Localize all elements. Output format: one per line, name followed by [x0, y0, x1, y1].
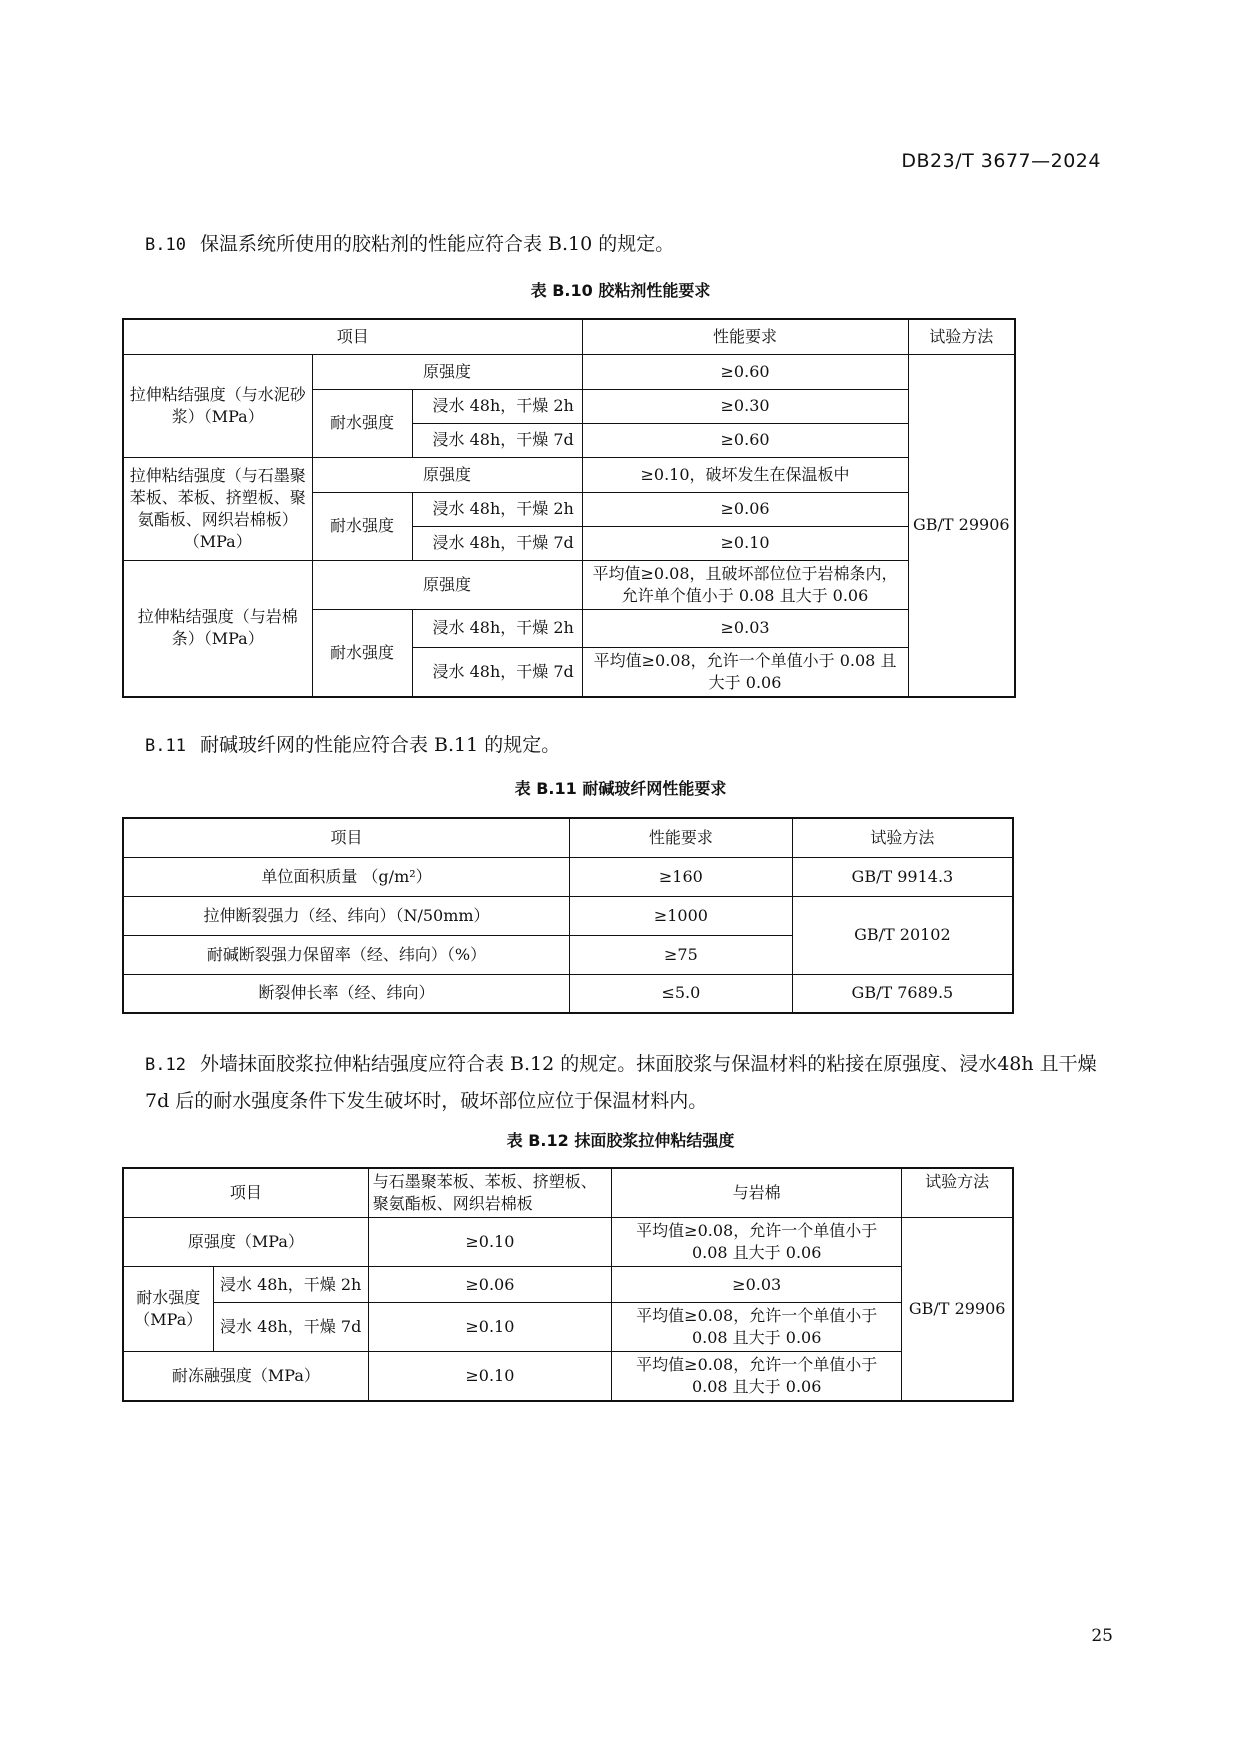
- document-code: DB23/T 3677—2024: [901, 150, 1101, 172]
- group-label: 拉伸粘结强度（与岩棉条）（MPa）: [123, 560, 312, 697]
- method-cell: GB/T 20102: [792, 896, 1013, 974]
- clause-b11: [145, 727, 1115, 764]
- method-cell: GB/T 29906: [902, 1218, 1013, 1402]
- header-item: 项目: [123, 818, 570, 857]
- table-b12: [122, 1167, 1014, 1402]
- table-caption-b11: 表 B.11 耐碱玻纤网性能要求: [514, 779, 727, 798]
- row-label: 浸水 48h，干燥 2h: [412, 609, 582, 647]
- method-cell: GB/T 9914.3: [792, 857, 1013, 896]
- clause-b12: [145, 1046, 1115, 1119]
- header-method: 试验方法: [902, 1168, 1013, 1218]
- row-label: 耐冻融强度（MPa）: [123, 1352, 368, 1402]
- group-label: 拉伸粘结强度（与水泥砂浆）（MPa）: [123, 354, 312, 457]
- cell-value: 平均值≥0.08，允许一个单值小于 0.08 且大于 0.06: [612, 1352, 902, 1402]
- cell-value: ≥0.60: [582, 423, 908, 457]
- cell-value: ≥0.03: [582, 609, 908, 647]
- row-label: 浸水 48h，干燥 2h: [213, 1267, 368, 1303]
- method-cell: GB/T 7689.5: [792, 974, 1013, 1013]
- cell-value: ≥0.10: [368, 1352, 611, 1402]
- row-label: 耐碱断裂强力保留率（经、纬向）（%）: [123, 935, 570, 974]
- table-b10: [122, 318, 1016, 698]
- header-item: 项目: [123, 319, 582, 354]
- header-col-rockwool: 与岩棉: [612, 1168, 902, 1218]
- row-label: 浸水 48h，干燥 2h: [412, 389, 582, 423]
- method-cell: GB/T 29906: [908, 354, 1015, 697]
- row-label: 原强度: [312, 354, 582, 389]
- cell-value: 平均值≥0.08，允许一个单值小于 0.08 且大于 0.06: [612, 1303, 902, 1352]
- cell-value: ≥0.03: [612, 1267, 902, 1303]
- row-label: 浸水 48h，干燥 2h: [412, 492, 582, 526]
- group-label: 拉伸粘结强度（与石墨聚苯板、苯板、挤塑板、聚氨酯板、网织岩棉板）（MPa）: [123, 457, 312, 560]
- row-label: 浸水 48h，干燥 7d: [412, 647, 582, 697]
- clause-number: B.10: [145, 235, 186, 255]
- cell-value: ≥0.30: [582, 389, 908, 423]
- row-label: 单位面积质量 （g/m²）: [123, 857, 570, 896]
- clause-text: 保温系统所使用的胶粘剂的性能应符合表 B.10 的规定。: [199, 233, 675, 255]
- clause-text: 外墙抹面胶浆拉伸粘结强度应符合表 B.12 的规定。抹面胶浆与保温材料的粘接在原强度、浸水48h 且干燥 7d 后的耐水强度条件下发生破坏时，破坏部位应位于保温材料内。: [145, 1053, 1097, 1112]
- sub-group-label: 耐水强度: [312, 609, 412, 697]
- row-label: 浸水 48h，干燥 7d: [412, 526, 582, 560]
- sub-group-label: 耐水强度: [312, 389, 412, 457]
- table-caption-b10: 表 B.10 胶粘剂性能要求: [530, 281, 711, 300]
- clause-number: B.12: [145, 1055, 186, 1075]
- row-label: 拉伸断裂强力（经、纬向）（N/50mm）: [123, 896, 570, 935]
- cell-value: ≥0.06: [582, 492, 908, 526]
- header-requirement: 性能要求: [570, 818, 793, 857]
- table-b11: [122, 817, 1014, 1014]
- clause-b10: [145, 226, 1115, 263]
- row-label: 原强度: [312, 560, 582, 609]
- page-number: 25: [1091, 1626, 1113, 1646]
- row-label: 原强度（MPa）: [123, 1218, 368, 1267]
- table-caption-b12: 表 B.12 抹面胶浆拉伸粘结强度: [506, 1131, 735, 1150]
- cell-value: ≥0.10: [368, 1303, 611, 1352]
- header-requirement: 性能要求: [582, 319, 908, 354]
- cell-value: ≥1000: [570, 896, 793, 935]
- header-item: 项目: [123, 1168, 368, 1218]
- sub-group-label: 耐水强度（MPa）: [123, 1267, 213, 1352]
- cell-value: ≥0.10: [368, 1218, 611, 1267]
- clause-text: 耐碱玻纤网的性能应符合表 B.11 的规定。: [199, 734, 561, 756]
- cell-value: ≥0.10，破坏发生在保温板中: [582, 457, 908, 492]
- row-label: 断裂伸长率（经、纬向）: [123, 974, 570, 1013]
- cell-value: 平均值≥0.08，允许一个单值小于 0.08 且大于 0.06: [582, 647, 908, 697]
- header-col-boards: 与石墨聚苯板、苯板、挤塑板、聚氨酯板、网织岩棉板: [368, 1168, 611, 1218]
- cell-value: ≥0.10: [582, 526, 908, 560]
- row-label: 浸水 48h，干燥 7d: [213, 1303, 368, 1352]
- cell-value: 平均值≥0.08，允许一个单值小于 0.08 且大于 0.06: [612, 1218, 902, 1267]
- cell-value: ≤5.0: [570, 974, 793, 1013]
- row-label: 浸水 48h，干燥 7d: [412, 423, 582, 457]
- header-method: 试验方法: [792, 818, 1013, 857]
- cell-value: ≥0.06: [368, 1267, 611, 1303]
- row-label: 原强度: [312, 457, 582, 492]
- sub-group-label: 耐水强度: [312, 492, 412, 560]
- cell-value: ≥160: [570, 857, 793, 896]
- clause-number: B.11: [145, 736, 186, 756]
- cell-value: ≥0.60: [582, 354, 908, 389]
- cell-value: ≥75: [570, 935, 793, 974]
- cell-value: 平均值≥0.08，且破坏部位位于岩棉条内，允许单个值小于 0.08 且大于 0.06: [582, 560, 908, 609]
- header-method: 试验方法: [908, 319, 1015, 354]
